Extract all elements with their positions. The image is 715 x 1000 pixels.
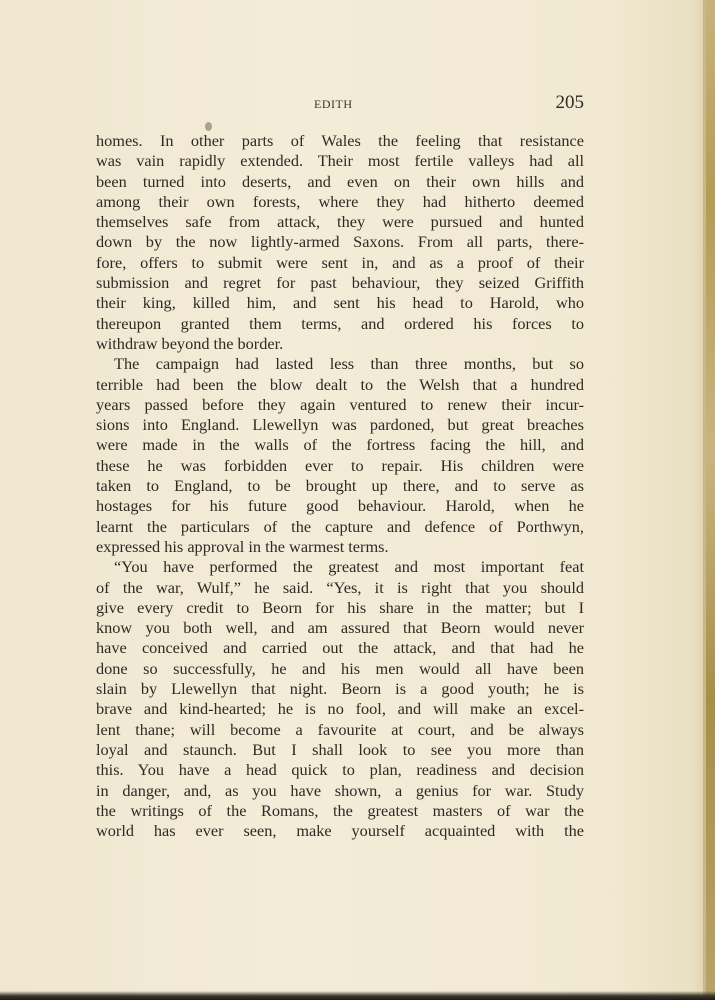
body-text (96, 131, 584, 841)
text-line: lent thane; will become a favourite at court, and be always (96, 719, 584, 739)
text-line: their king, killed him, and sent his head to Harold, who (96, 293, 584, 313)
text-line: been turned into deserts, and even on their own hills and (96, 171, 584, 191)
text-line: submission and regret for past behaviour, they seized Griffith (96, 273, 584, 293)
text-line: homes. In other parts of Wales the feeling that resistance (96, 131, 584, 150)
text-line: in danger, and, as you have shown, a genius for war. Study (96, 780, 584, 800)
text-line: give every credit to Beorn for his share in the matter; but I (96, 597, 584, 617)
text-line: themselves safe from attack, they were pursued and hunted (96, 212, 584, 232)
page-number: 205 (555, 92, 584, 113)
text-line: world has ever seen, make yourself acquainted with the (96, 821, 584, 841)
text-line: “You have performed the greatest and most important feat (114, 557, 584, 577)
text-line: among their own forests, where they had hitherto deemed (96, 191, 584, 211)
text-line: were made in the walls of the fortress facing the hill, and (96, 435, 584, 455)
book-spine-edge (706, 0, 715, 1000)
text-line: slain by Llewellyn that night. Beorn is a good youth; he is (96, 679, 584, 699)
text-line: know you both well, and am assured that Beorn would never (96, 618, 584, 638)
text-line: loyal and staunch. But I shall look to see you more than (96, 739, 584, 759)
running-head: EDITH (314, 97, 353, 111)
text-line: this. You have a head quick to plan, readiness and decision (96, 760, 584, 780)
text-line: withdraw beyond the border. (96, 333, 284, 353)
text-line: brave and kind-hearted; he is no fool, and will make an excel- (96, 699, 584, 719)
text-line: these he was forbidden ever to repair. His children were (96, 455, 584, 475)
text-line: years passed before they again ventured to renew their incur- (96, 394, 584, 414)
text-line: thereupon granted them terms, and ordered his forces to (96, 313, 584, 333)
text-line: done so successfully, he and his men would all have been (96, 658, 584, 678)
text-line: hostages for his future good behaviour. Harold, when he (96, 496, 584, 516)
text-line: was vain rapidly extended. Their most fertile valleys had all (96, 151, 584, 171)
text-line: taken to England, to be brought up there, and to serve as (96, 476, 584, 496)
text-line: fore, offers to submit were sent in, and as a proof of their (96, 252, 584, 272)
text-line: the writings of the Romans, the greatest masters of war the (96, 800, 584, 820)
text-line: have conceived and carried out the attack, and that had he (96, 638, 584, 658)
text-line: down by the now lightly-armed Saxons. From all parts, there- (96, 232, 584, 252)
text-line: sions into England. Llewellyn was pardoned, but great breaches (96, 415, 584, 435)
text-line: The campaign had lasted less than three months, but so (114, 354, 584, 374)
page-header (96, 94, 584, 118)
text-line: learnt the particulars of the capture and defence of Porthwyn, (96, 516, 584, 536)
text-line: terrible had been the blow dealt to the Welsh that a hundred (96, 374, 584, 394)
ink-speck (205, 122, 212, 131)
page-bottom-edge (0, 991, 715, 1000)
text-line: expressed his approval in the warmest terms. (96, 536, 389, 556)
text-line: of the war, Wulf,” he said. “Yes, it is right that you should (96, 577, 584, 597)
